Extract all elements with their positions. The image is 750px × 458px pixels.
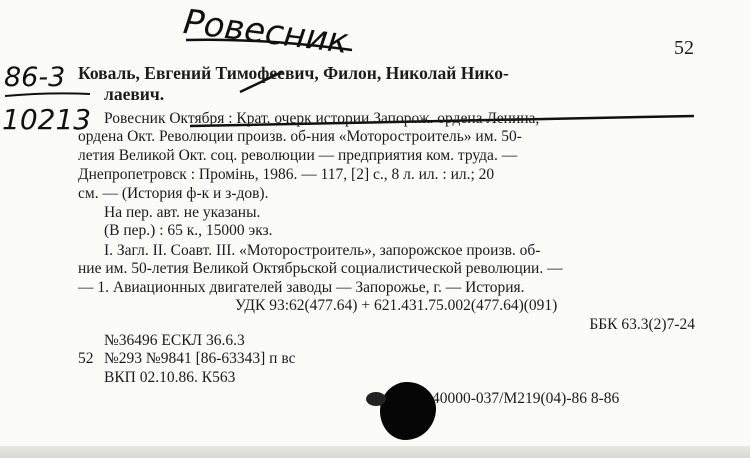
description-line: Ровесник Октября : Крат. очерк истории Запорож. ордена Ленина, [104,110,540,127]
handwritten-code-bottom: 10213 [2,103,92,136]
record-line-3: ВКП 02.10.86. К563 [104,369,236,386]
ink-blot-edge [366,392,386,406]
record-line-1: №36496 ЕСКЛ 36.6.3 [104,332,245,349]
description-line: см. — (История ф-к и з-дов). [78,185,269,202]
description-line: летия Великой Окт. соц. революции — предприятия ком. труда. — [78,147,518,164]
udk-index: УДК 93:62(477.64) + 621.431.75.002(477.64)(091) [235,297,558,314]
card-bottom-edge [0,446,750,458]
authors-line-2: лаевич. [104,84,165,104]
bbk-index: ББК 63.3(2)7-24 [589,316,695,333]
description-line: Днепропетровск : Промінь, 1986. — 117, [2] с., 8 л. ил. : ил.; 20 [78,166,495,183]
card-number: 52 [674,37,694,59]
tracing-line: ние им. 50-летия Великой Октябрьской социалистической революции. — [78,260,563,277]
handwritten-code-top: 86-3 [4,62,66,93]
tracing-line: — 1. Авиационных двигателей заводы — Запорожье, г. — История. [78,279,525,296]
handwritten-title: Ровесник [181,2,351,62]
note-authors: На пер. авт. не указаны. [104,204,261,221]
authors-line-1: Коваль, Евгений Тимофеевич, Филон, Николай Нико- [78,63,509,83]
description-line: ордена Окт. Революции произв. об-ния «Моторостроитель» им. 50- [78,128,522,145]
bottom-code: 40000-037/М219(04)-86 8-86 [432,390,620,407]
tracing-line: I. Загл. II. Соавт. III. «Моторостроитель», запорожское произв. об- [104,242,541,259]
note-price: (В пер.) : 65 к., 15000 экз. [104,222,273,239]
record-line-2-number: 52 [78,350,94,367]
record-line-2: №293 №9841 [86-63343] п вс [104,350,296,367]
